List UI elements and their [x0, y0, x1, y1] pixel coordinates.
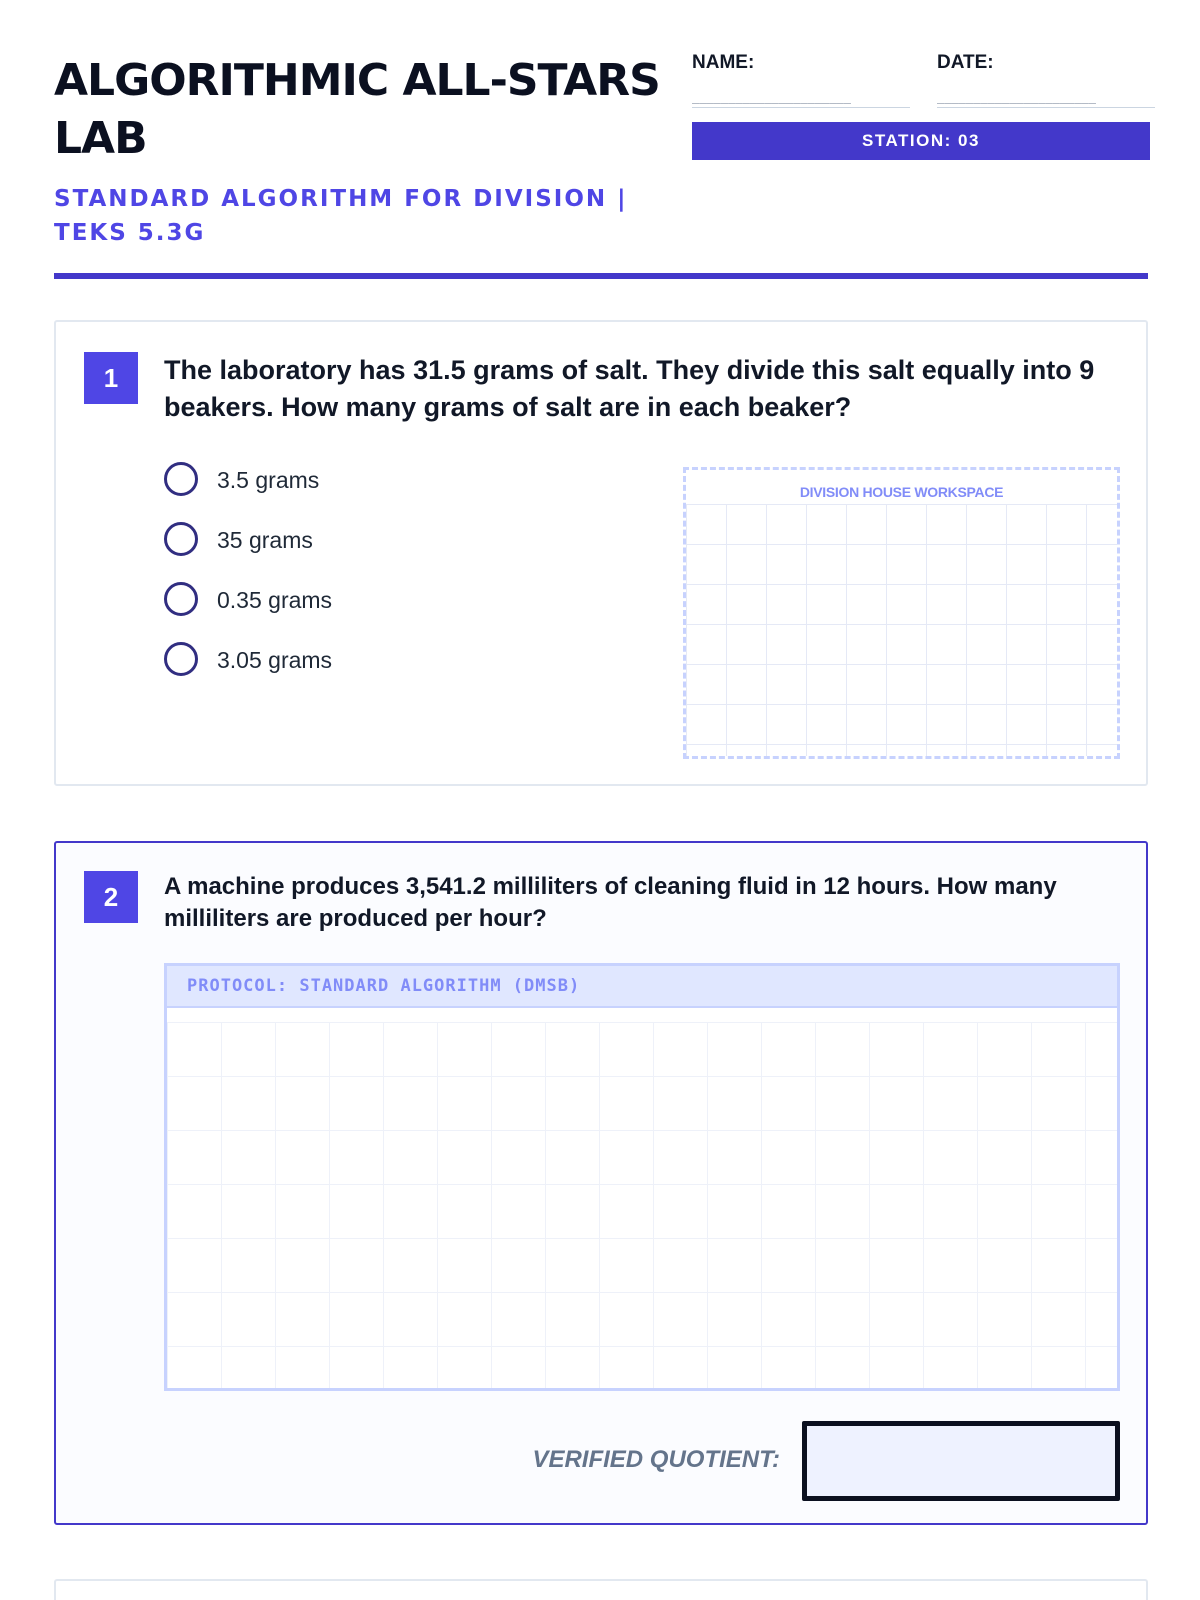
page-subtitle: STANDARD ALGORITHM FOR DIVISION | TEKS 5.3G — [54, 186, 628, 246]
verified-quotient-input[interactable] — [802, 1421, 1120, 1501]
page-title: ALGORITHMIC ALL-STARS LAB — [54, 55, 660, 164]
answer-option-label: 3.5 grams — [217, 467, 320, 493]
worksheet-header — [54, 52, 1148, 250]
name-field[interactable] — [692, 52, 910, 108]
name-label: NAME: — [692, 52, 755, 73]
radio-circle-icon[interactable] — [164, 582, 198, 616]
name-line[interactable]: ______________________ — [692, 90, 910, 108]
protocol-grid — [167, 1022, 1117, 1388]
question-card-3 — [54, 1579, 1148, 1600]
answer-option-label: 35 grams — [217, 527, 313, 553]
radio-circle-icon[interactable] — [164, 462, 198, 496]
station-badge: STATION: 03 — [692, 122, 1150, 160]
answer-option[interactable] — [164, 642, 624, 702]
division-workspace[interactable] — [683, 467, 1120, 759]
answer-option-label: 0.35 grams — [217, 587, 333, 613]
question-number-badge: 1 — [84, 352, 138, 404]
question-card-1 — [54, 320, 1148, 786]
answer-option[interactable] — [164, 522, 624, 582]
answer-option-label: 3.05 grams — [217, 647, 333, 673]
radio-circle-icon[interactable] — [164, 642, 198, 676]
answer-option[interactable] — [164, 582, 624, 642]
workspace-label: DIVISION HOUSE WORKSPACE — [799, 484, 1004, 500]
workspace-grid — [686, 504, 1117, 756]
header-divider — [54, 273, 1148, 279]
radio-circle-icon[interactable] — [164, 522, 198, 556]
answer-options — [164, 462, 624, 702]
question-text: The laboratory has 31.5 grams of salt. They divide this salt equally into 9 beakers. How many grams of salt are in each beaker? — [164, 355, 1095, 422]
answer-option[interactable] — [164, 462, 624, 522]
question-number-badge: 2 — [84, 871, 138, 923]
question-text: A machine produces 3,541.2 milliliters of cleaning fluid in 12 hours. How many milliliters are produced per hour? — [164, 873, 1057, 932]
date-label: DATE: — [937, 52, 994, 73]
protocol-workspace[interactable] — [164, 963, 1120, 1391]
date-field[interactable] — [937, 52, 1155, 108]
verified-quotient-label: VERIFIED QUOTIENT: — [532, 1446, 780, 1473]
date-line[interactable]: ______________________ — [937, 90, 1155, 108]
protocol-label: PROTOCOL: STANDARD ALGORITHM (DMSB) — [167, 966, 1117, 1008]
question-card-2 — [54, 841, 1148, 1525]
